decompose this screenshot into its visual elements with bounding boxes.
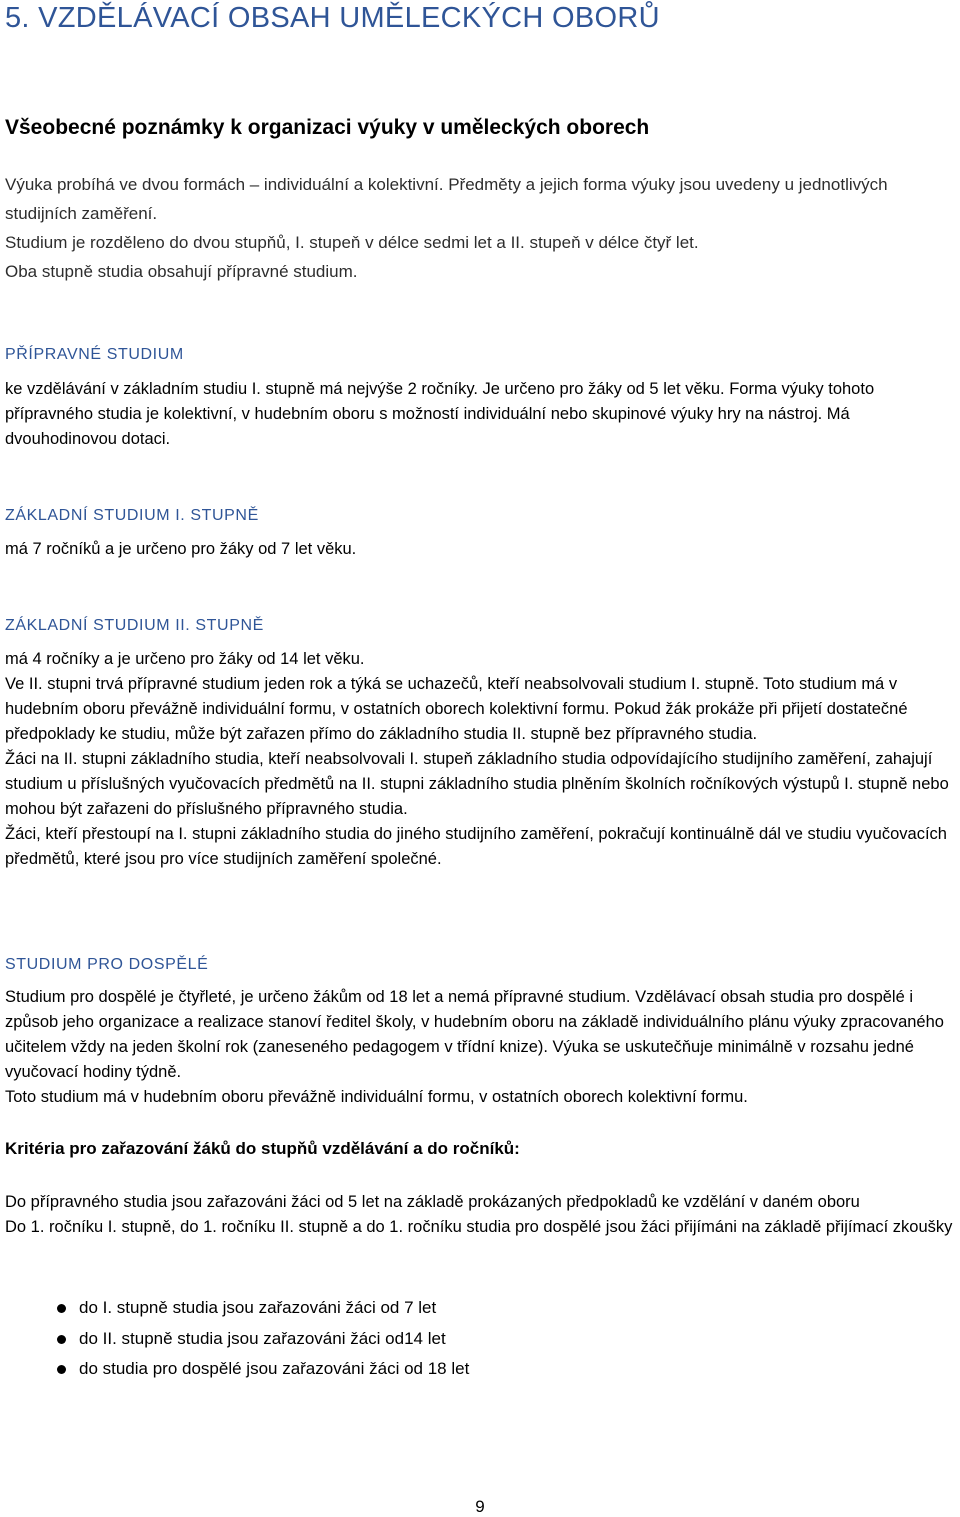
page-number: 9 [475, 1497, 485, 1516]
list-item-text: do II. stupně studia jsou zařazováni žáci od14 let [79, 1328, 446, 1348]
kriteria-paragraph: Do 1. ročníku I. stupně, do 1. ročníku II. stupně a do 1. ročníku studia pro dospělé jsou žáci přijímáni na základě přijímací zkoušky [5, 1218, 953, 1236]
zakladni-1-text: má 7 ročníků a je určeno pro žáky od 7 let věku. [5, 540, 357, 558]
kriteria-block [5, 1190, 955, 1240]
list-item [55, 1293, 469, 1324]
kriteria-paragraph: Do přípravného studia jsou zařazováni žáci od 5 let na základě prokázaných předpokladů ke vzdělání v daném oboru [5, 1193, 860, 1211]
zakladni-1-heading: ZÁKLADNÍ STUDIUM I. STUPNĚ [5, 507, 259, 524]
zakladni-2-paragraph: má 4 ročníky a je určeno pro žáky od 14 let věku. [5, 650, 365, 668]
dospele-heading: STUDIUM PRO DOSPĚLÉ [5, 956, 209, 973]
intro-paragraph: Výuka probíhá ve dvou formách – individuální a kolektivní. Předměty a jejich forma výuky jsou uvedeny u jednotlivých studijních zaměření. [5, 175, 888, 223]
list-item [55, 1324, 469, 1355]
dospele-paragraph: Studium pro dospělé je čtyřleté, je určeno žákům od 18 let a nemá přípravné studium. Vzdělávací obsah studia pro dospělé i způsob jeho organizace a realizace stanoví ředitel školy, v hudebním oboru na základě individuálního plánu výuky zpracovaného učitelem vždy na jeden školní rok (zaneseného pedagogem v třídní knize). Výuka se uskutečňuje minimálně v rozsahu jedné vyučovací hodiny týdně. [5, 988, 944, 1081]
kriteria-bullet-list [55, 1293, 469, 1385]
dospele-paragraph: Toto studium má v hudebním oboru převážně individuální formu, v ostatních oborech kolektivní formu. [5, 1088, 748, 1106]
bullet-icon [57, 1335, 66, 1344]
bullet-icon [57, 1304, 66, 1313]
list-item-text: do I. stupně studia jsou zařazováni žáci od 7 let [79, 1298, 437, 1317]
pripravne-heading: PŘÍPRAVNÉ STUDIUM [5, 346, 184, 363]
list-item [55, 1354, 469, 1385]
bullet-icon [57, 1365, 66, 1374]
dospele-block [5, 985, 955, 1110]
section-title: Všeobecné poznámky k organizaci výuky v uměleckých oborech [5, 116, 650, 139]
zakladni-2-block [5, 647, 955, 872]
intro-paragraph: Studium je rozděleno do dvou stupňů, I. stupeň v délce sedmi let a II. stupeň v délce čtyř let. [5, 233, 699, 252]
list-item-text: do studia pro dospělé jsou zařazováni žáci od 18 let [79, 1359, 470, 1378]
intro-block [5, 170, 935, 286]
intro-paragraph: Oba stupně studia obsahují přípravné studium. [5, 262, 358, 281]
zakladni-2-paragraph: Žáci, kteří přestoupí na I. stupni základního studia do jiného studijního zaměření, pokračují kontinuálně dál ve studiu vyučovacích předmětů, které jsou pro více studijních zaměření společné. [5, 825, 947, 868]
zakladni-2-heading: ZÁKLADNÍ STUDIUM II. STUPNĚ [5, 617, 264, 634]
kriteria-heading: Kritéria pro zařazování žáků do stupňů vzdělávání a do ročníků: [5, 1139, 520, 1158]
zakladni-2-paragraph: Žáci na II. stupni základního studia, kteří neabsolvovali I. stupeň základního studia odpovídajícího studijního zaměření, zahajují studium u příslušných vyučovacích předmětů na II. stupni základního studia plněním školních ročníkových výstupů I. stupně nebo mohou být zařazeni do příslušného přípravného studia. [5, 750, 949, 818]
pripravne-text: ke vzdělávání v základním studiu I. stupně má nejvýše 2 ročníky. Je určeno pro žáky od 5 let věku. Forma výuky tohoto přípravného studia je kolektivní, v hudebním oboru s možností individuální nebo skupinové výuky hry na nástroj. Má dvouhodinovou dotaci. [5, 380, 875, 448]
chapter-title: 5. VZDĚLÁVACÍ OBSAH UMĚLECKÝCH OBORŮ [5, 2, 660, 34]
zakladni-2-paragraph: Ve II. stupni trvá přípravné studium jeden rok a týká se uchazečů, kteří neabsolvovali studium I. stupně. Toto studium má v hudebním oboru převážně individuální formu, v ostatních oborech kolektivní formu. Pokud žák prokáže při přijetí dostatečné předpoklady ke studiu, může být zařazen přímo do základního studia II. stupně bez přípravného studia. [5, 675, 908, 743]
